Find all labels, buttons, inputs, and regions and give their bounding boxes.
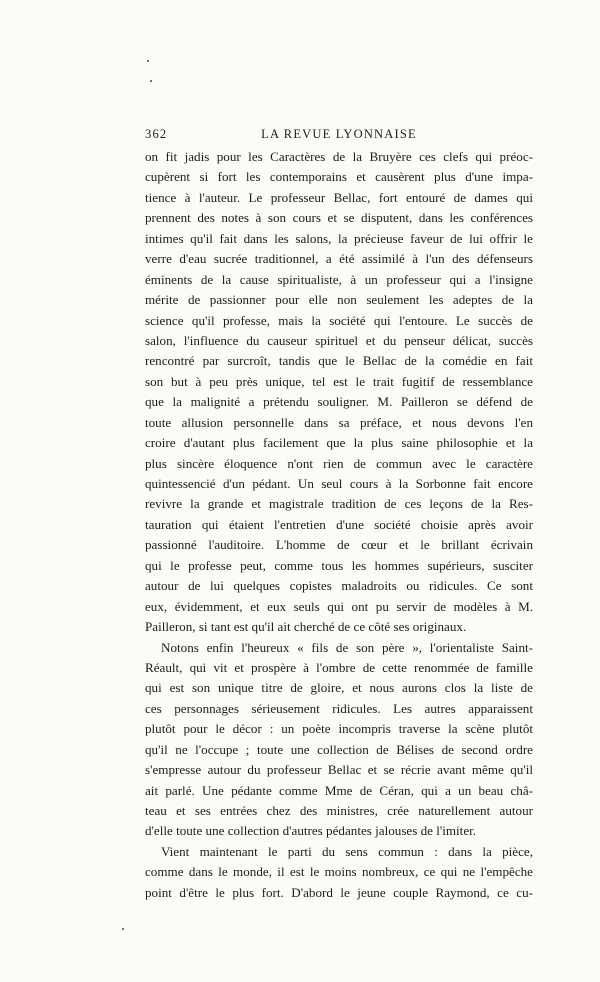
text-line: cupèrent si fort les contemporains et causèrent plus d'une impa-	[145, 169, 533, 185]
text-line: plus sincère éloquence n'ont rien de commun avec le caractère	[145, 455, 533, 471]
paper-speck	[147, 60, 149, 62]
text-line: d'elle toute une collection d'autres pédantes jalouses de l'imiter.	[145, 823, 477, 839]
journal-title: LA REVUE LYONNAISE	[261, 127, 417, 141]
text-line: toute allusion personnelle dans sa préface, et nous devons l'en	[145, 414, 533, 430]
text-line: tience à l'auteur. Le professeur Bellac, fort entouré de dames qui	[145, 189, 533, 205]
text-line: ces personnages sérieusement ridicules. Les autres apparaissent	[145, 700, 533, 716]
text-line: prennent des notes à son cours et se disputent, dans les conférences	[145, 210, 533, 226]
text-line: eux, évidemment, et eux seuls qui ont pu servir de modèles à M.	[145, 598, 533, 614]
paper-speck	[150, 80, 152, 82]
text-line: que la malignité a prétendu souligner. M. Pailleron se défend de	[145, 394, 533, 410]
running-head	[145, 127, 533, 145]
text-line: plutôt pour le décor : un poète incompris traverse la scène plutôt	[145, 721, 533, 737]
text-line: qui est son unique titre de gloire, et nous aurons clos la liste de	[145, 680, 533, 696]
text-line: quintessencié d'un pédant. Un seul cours à la Sorbonne fait encore	[145, 476, 533, 491]
text-line: verre d'eau sucrée traditionnel, a été assimilé à l'un des défenseurs	[145, 251, 533, 267]
text-line: intimes qu'il fait dans les salons, la précieuse faveur de lui offrir le	[145, 230, 533, 246]
text-line: Notons enfin l'heureux « fils de son père », l'orientaliste Saint-	[161, 639, 533, 655]
text-line: teau et ses entrées chez des ministres, crée naturellement autour	[145, 803, 533, 818]
text-line: rencontré par surcroît, tandis que le Bellac de la comédie en fait	[145, 353, 533, 369]
text-line: son but à peu près unique, tel est le trait fugitif de ressemblance	[145, 373, 533, 389]
text-line: qu'il ne l'occupe ; toute une collection de Bélises de second ordre	[145, 741, 533, 757]
text-line: on fit jadis pour les Caractères de la Bruyère ces clefs qui préoc-	[145, 149, 533, 164]
text-line: tauration qui étaient l'entretien d'une société choisie après avoir	[145, 516, 533, 532]
text-line: ait parlé. Une pédante comme Mme de Céran, qui a un beau châ-	[145, 782, 533, 798]
text-line: science qu'il professe, mais la société qui l'entoure. Le succès de	[145, 312, 533, 328]
text-line: mérite de passionner pour elle non seulement les adeptes de la	[145, 292, 533, 308]
text-line: passionné l'auditoire. L'homme de cœur et le brillant écrivain	[145, 537, 533, 553]
text-line: Vient maintenant le parti du sens commun : dans la pièce,	[161, 843, 533, 859]
text-line: revivre la grande et magistrale tradition de ces leçons de la Res-	[145, 496, 533, 512]
text-line: salon, l'influence du causeur spirituel et du penseur délicat, succès	[145, 332, 533, 348]
text-line: éminents de la cause spiritualiste, à un professeur qui a l'insigne	[145, 271, 533, 287]
text-line: Pailleron, si tant est qu'il ait cherché de ce côté ses originaux.	[145, 619, 467, 635]
text-line: autour de lui quelques copistes maladroits ou ridicules. Ce sont	[145, 578, 533, 594]
text-line: Réault, qui vit et prospère à l'ombre de cette renommée de famille	[145, 659, 533, 675]
text-line: croire d'autant plus facilement que la plus saine philosophie et la	[145, 435, 533, 451]
text-line: qui le professe peut, comme tous les hommes supérieurs, susciter	[145, 557, 533, 573]
text-line: s'empresse autour du professeur Bellac et se récrie avant même qu'il	[145, 762, 533, 778]
body-text	[145, 147, 533, 903]
paper-speck	[122, 928, 124, 930]
text-line: comme dans le monde, il est le moins nombreux, ce qui ne l'empêche	[145, 864, 533, 880]
text-line: point d'être le plus fort. D'abord le jeune couple Raymond, ce cu-	[145, 884, 533, 900]
page-number: 362	[145, 127, 168, 141]
